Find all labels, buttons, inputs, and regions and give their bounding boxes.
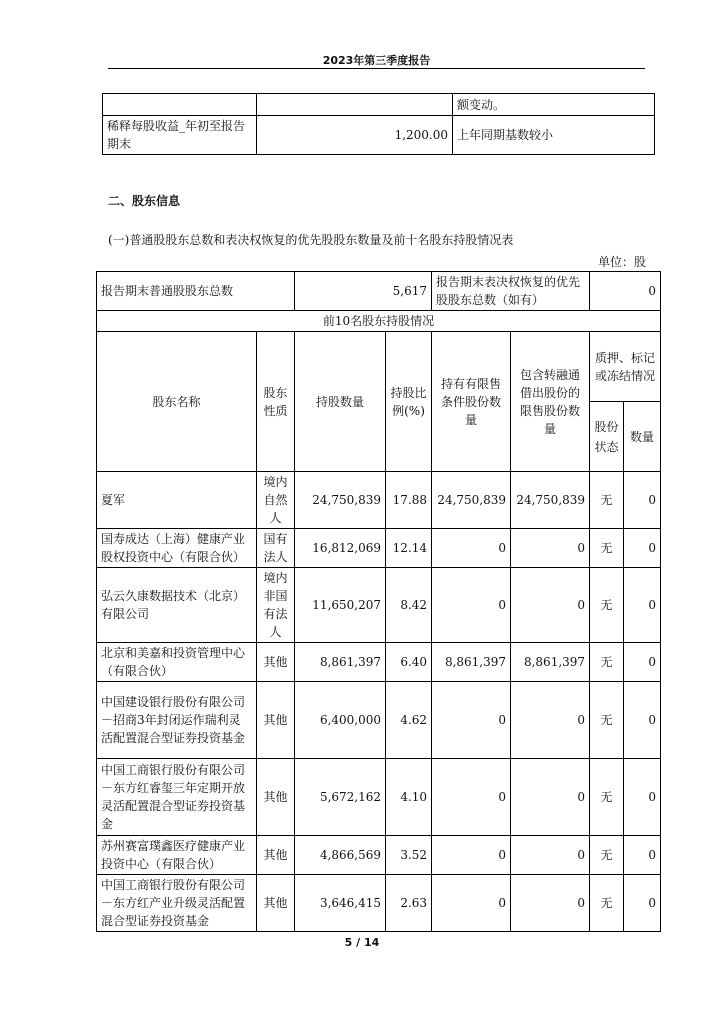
col-header-pledge-status: 股份状态	[590, 402, 624, 472]
holder-ratio: 4.10	[386, 759, 432, 836]
holder-restricted: 0	[432, 759, 511, 836]
col-header-nature: 股东性质	[257, 332, 295, 472]
holder-ratio: 3.52	[386, 836, 432, 875]
table-row	[97, 875, 661, 932]
holder-shares: 6,400,000	[295, 682, 386, 759]
holder-name: 北京和美嘉和投资管理中心（有限合伙）	[97, 643, 257, 682]
eps-label: 稀释每股收益_年初至报告期末	[103, 116, 257, 155]
top-table-cell	[257, 94, 453, 116]
holder-lent: 0	[511, 836, 590, 875]
holder-ratio: 12.14	[386, 529, 432, 568]
top-table-cell: 额变动。	[453, 94, 655, 116]
holder-status: 无	[590, 529, 624, 568]
shareholder-table	[96, 271, 661, 932]
header-divider	[108, 68, 645, 69]
holder-restricted: 0	[432, 836, 511, 875]
holder-name: 苏州赛富璞鑫医疗健康产业投资中心（有限合伙）	[97, 836, 257, 875]
holder-name: 中国工商银行股份有限公司－东方红睿玺三年定期开放灵活配置混合型证券投资基金	[97, 759, 257, 836]
col-header-restricted: 持有有限售条件股份数量	[432, 332, 511, 472]
holder-shares: 5,672,162	[295, 759, 386, 836]
table-row	[97, 759, 661, 836]
holder-status: 无	[590, 682, 624, 759]
top10-title: 前10名股东持股情况	[97, 311, 661, 332]
table-row	[97, 836, 661, 875]
holder-ratio: 8.42	[386, 568, 432, 643]
holder-qty: 0	[624, 529, 661, 568]
holder-qty: 0	[624, 472, 661, 529]
holder-restricted: 0	[432, 682, 511, 759]
holder-nature: 其他	[257, 836, 295, 875]
holder-nature: 境内自然人	[257, 472, 295, 529]
holder-status: 无	[590, 472, 624, 529]
holder-status: 无	[590, 643, 624, 682]
top-table-cell	[103, 94, 257, 116]
unit-label: 单位：股	[597, 255, 646, 269]
holder-name: 中国工商银行股份有限公司－东方红产业升级灵活配置混合型证券投资基金	[97, 875, 257, 932]
holder-qty: 0	[624, 568, 661, 643]
col-header-name: 股东名称	[97, 332, 257, 472]
holder-lent: 0	[511, 568, 590, 643]
holder-nature: 国有法人	[257, 529, 295, 568]
table-row	[97, 568, 661, 643]
holder-qty: 0	[624, 682, 661, 759]
eps-value: 1,200.00	[257, 116, 453, 155]
holder-lent: 8,861,397	[511, 643, 590, 682]
holder-qty: 0	[624, 759, 661, 836]
holder-lent: 0	[511, 529, 590, 568]
holder-lent: 0	[511, 875, 590, 932]
holder-name: 弘云久康数据技术（北京）有限公司	[97, 568, 257, 643]
holder-restricted: 0	[432, 875, 511, 932]
col-header-ratio: 持股比例(%)	[386, 332, 432, 472]
holder-nature: 其他	[257, 643, 295, 682]
page-header: 2023年第三季度报告	[322, 54, 431, 67]
holder-shares: 8,861,397	[295, 643, 386, 682]
top-table	[102, 93, 655, 155]
holder-nature: 其他	[257, 759, 295, 836]
holder-ratio: 2.63	[386, 875, 432, 932]
holder-restricted: 0	[432, 529, 511, 568]
col-header-shares: 持股数量	[295, 332, 386, 472]
common-holders-label: 报告期末普通股股东总数	[97, 272, 295, 311]
holder-nature: 境内非国有法人	[257, 568, 295, 643]
holder-qty: 0	[624, 875, 661, 932]
preferred-holders-value: 0	[590, 272, 661, 311]
holder-shares: 11,650,207	[295, 568, 386, 643]
holder-name: 国寿成达（上海）健康产业股权投资中心（有限合伙）	[97, 529, 257, 568]
holder-ratio: 6.40	[386, 643, 432, 682]
holder-lent: 0	[511, 682, 590, 759]
page-number: 5 / 14	[344, 936, 380, 949]
table-row	[97, 682, 661, 759]
holder-nature: 其他	[257, 682, 295, 759]
holder-ratio: 4.62	[386, 682, 432, 759]
col-header-lent: 包含转融通借出股份的限售股份数量	[511, 332, 590, 472]
holder-qty: 0	[624, 836, 661, 875]
holder-qty: 0	[624, 643, 661, 682]
table-row	[97, 529, 661, 568]
subsection-title: (一)普通股股东总数和表决权恢复的优先股股东数量及前十名股东持股情况表	[108, 233, 514, 247]
holder-status: 无	[590, 759, 624, 836]
holder-ratio: 17.88	[386, 472, 432, 529]
holder-restricted: 0	[432, 568, 511, 643]
holder-status: 无	[590, 836, 624, 875]
table-row	[97, 643, 661, 682]
holder-nature: 其他	[257, 875, 295, 932]
holder-shares: 24,750,839	[295, 472, 386, 529]
holder-lent: 24,750,839	[511, 472, 590, 529]
holder-status: 无	[590, 568, 624, 643]
col-header-pledge-qty: 数量	[624, 402, 661, 472]
holder-name: 夏军	[97, 472, 257, 529]
col-header-pledge: 质押、标记或冻结情况	[590, 332, 661, 402]
holder-status: 无	[590, 875, 624, 932]
holder-shares: 3,646,415	[295, 875, 386, 932]
holder-name: 中国建设银行股份有限公司－招商3年封闭运作瑞利灵活配置混合型证券投资基金	[97, 682, 257, 759]
table-row	[97, 472, 661, 529]
holder-shares: 4,866,569	[295, 836, 386, 875]
holder-lent: 0	[511, 759, 590, 836]
preferred-holders-label: 报告期末表决权恢复的优先股股东总数（如有）	[432, 272, 590, 311]
holder-restricted: 8,861,397	[432, 643, 511, 682]
holder-shares: 16,812,069	[295, 529, 386, 568]
section-title: 二、股东信息	[108, 194, 181, 208]
common-holders-value: 5,617	[295, 272, 432, 311]
eps-reason: 上年同期基数较小	[453, 116, 655, 155]
holder-restricted: 24,750,839	[432, 472, 511, 529]
